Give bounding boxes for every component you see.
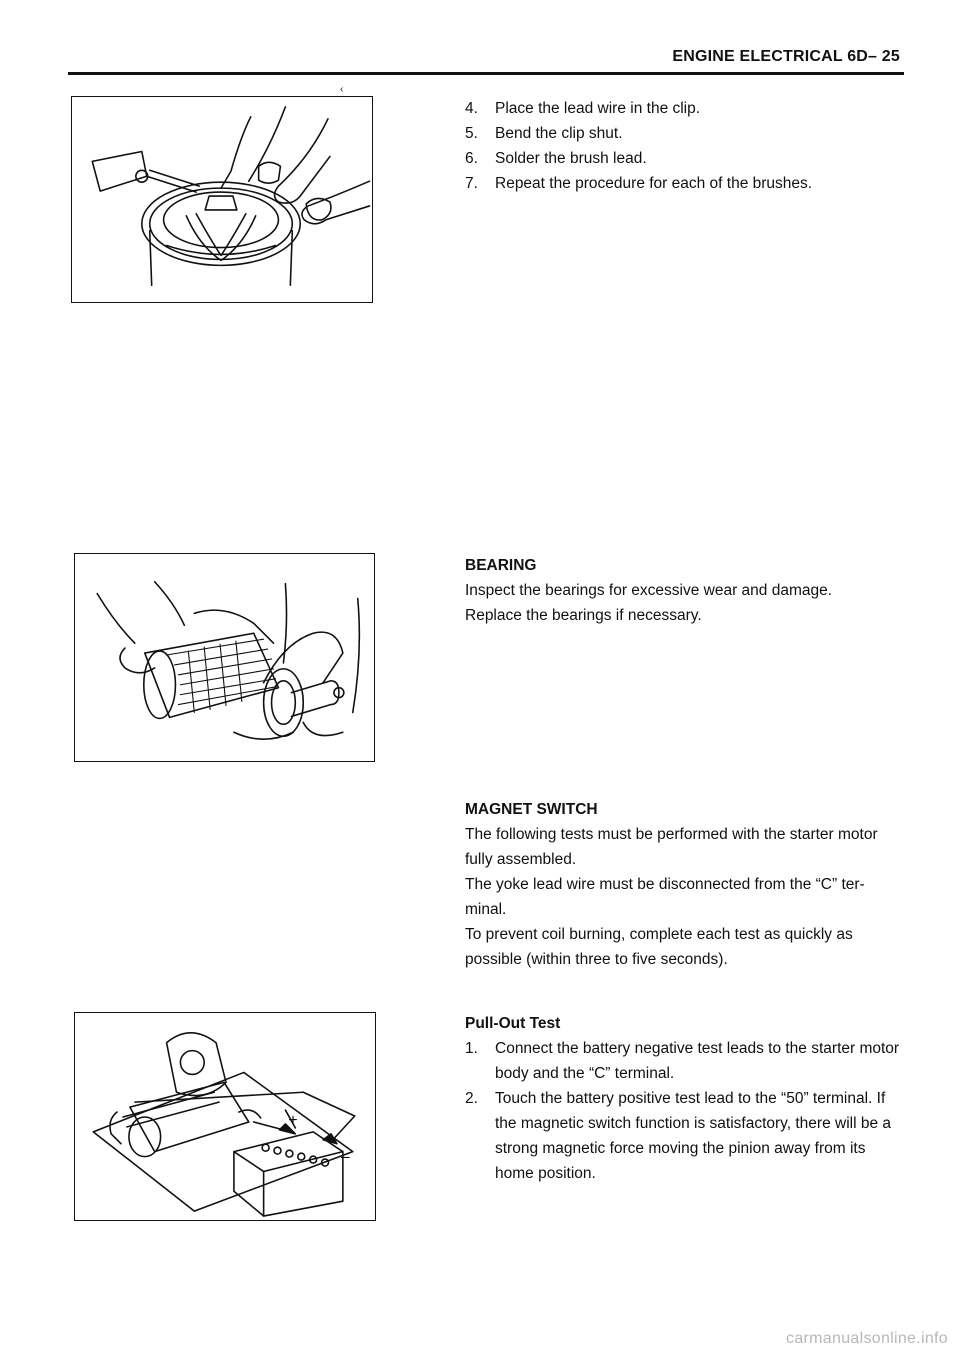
- figure-brush-soldering: [71, 96, 373, 303]
- magnet-switch-paragraph: The yoke lead wire must be disconnected from the “C” ter- minal.: [465, 876, 865, 918]
- figure-bearing-inspection: [74, 553, 375, 762]
- pullout-test-heading: Pull-Out Test: [465, 1015, 561, 1032]
- step-text: Touch the battery positive test lead to the “50” terminal. If the magnetic switch function is satisfactory, there will be a strong magnetic force moving the pinion away from its home position.: [495, 1090, 891, 1182]
- bearing-inspection-illustration: [75, 554, 374, 761]
- step-number: 5.: [465, 125, 478, 142]
- magnet-switch-paragraph: The following tests must be performed with the starter motor fully assembled.: [465, 826, 878, 868]
- list-item: [465, 1036, 905, 1086]
- site-watermark: carmanualsonline.info: [786, 1330, 948, 1347]
- bearing-section: [465, 553, 905, 628]
- bearing-text-line: Inspect the bearings for excessive wear and damage.: [465, 582, 833, 599]
- list-item: [465, 121, 905, 146]
- list-item: [465, 96, 905, 121]
- brush-steps-section: [465, 96, 905, 196]
- magnet-switch-heading: MAGNET SWITCH: [465, 801, 598, 818]
- step-text: Bend the clip shut.: [495, 125, 623, 142]
- step-number: 7.: [465, 175, 478, 192]
- figure-pullout-test: [74, 1012, 376, 1221]
- magnet-switch-paragraph: To prevent coil burning, complete each test as quickly as possible (within three to five seconds).: [465, 926, 853, 968]
- bearing-heading: BEARING: [465, 557, 537, 574]
- step-text: Connect the battery negative test leads to the starter motor body and the “C” terminal.: [495, 1040, 900, 1082]
- pullout-test-section: [465, 1011, 905, 1186]
- step-number: 1.: [465, 1040, 478, 1057]
- header-rule: [68, 72, 904, 75]
- negative-terminal-label: –: [340, 1148, 350, 1166]
- list-item: [465, 146, 905, 171]
- step-text: Solder the brush lead.: [495, 150, 647, 167]
- brush-steps-list: [465, 96, 905, 196]
- page-header-title: ENGINE ELECTRICAL 6D– 25: [672, 48, 900, 65]
- list-item: [465, 171, 905, 196]
- page-mark: ‹: [340, 84, 344, 95]
- magnet-switch-section: [465, 797, 895, 972]
- step-text: Place the lead wire in the clip.: [495, 100, 701, 117]
- step-text: Repeat the procedure for each of the brushes.: [495, 175, 813, 192]
- positive-terminal-label: +: [288, 1111, 298, 1129]
- list-item: [465, 1086, 905, 1186]
- step-number: 2.: [465, 1090, 478, 1107]
- brush-soldering-illustration: [72, 97, 372, 302]
- step-number: 4.: [465, 100, 478, 117]
- pullout-steps-list: [465, 1036, 905, 1186]
- bearing-text-line: Replace the bearings if necessary.: [465, 607, 702, 624]
- step-number: 6.: [465, 150, 478, 167]
- pullout-test-illustration: [75, 1013, 375, 1220]
